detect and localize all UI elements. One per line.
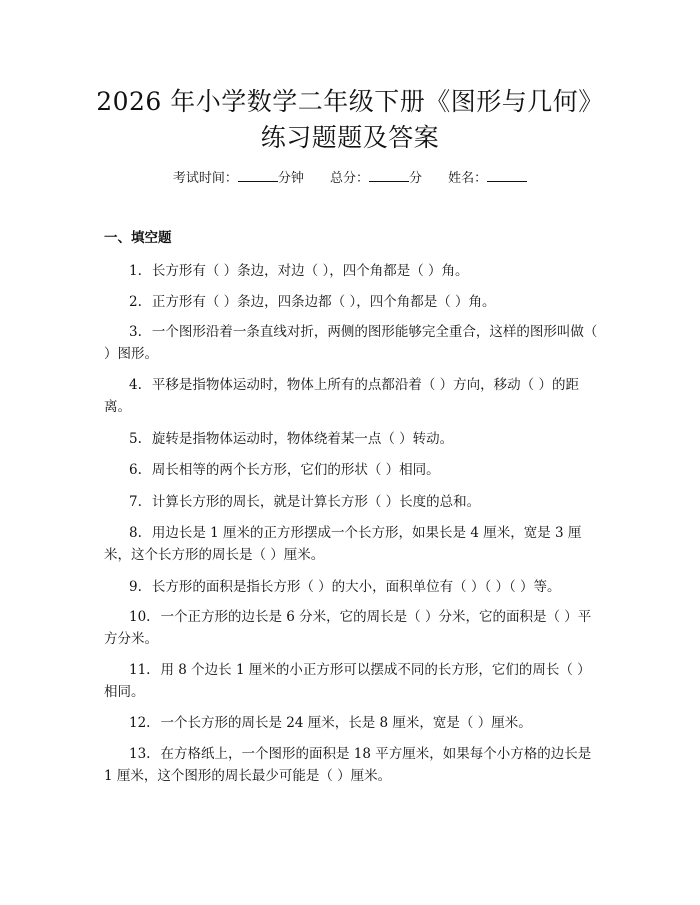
question-item: [104, 491, 600, 513]
question-number: 13.: [129, 746, 151, 762]
question-number: 7.: [129, 494, 142, 510]
total-score-blank[interactable]: [369, 168, 409, 182]
total-score-label: 总分：: [329, 171, 369, 186]
exam-info-row: [0, 168, 700, 189]
student-name-label: 姓名：: [448, 171, 488, 186]
question-text: 旋转是指物体运动时，物体绕着某一点（ ）转动。: [151, 431, 454, 447]
question-text: 周长相等的两个长方形，它们的形状（ ）相同。: [151, 462, 440, 478]
question-text: 一个正方形的边长是 6 分米，它的周长是（ ）分米，它的面积是（ ）平方分米。: [104, 609, 592, 647]
question-item: [104, 522, 600, 566]
section-title-fill-blank: 一、填空题: [104, 230, 172, 246]
question-text: 正方形有（ ）条边，四条边都（ ），四个角都是（ ）角。: [151, 294, 496, 310]
question-text: 一个图形沿着一条直线对折，两侧的图形能够完全重合，这样的图形叫做（ ）图形。: [104, 324, 598, 362]
page-title-line2: 练习题题及答案: [260, 123, 440, 152]
student-name-field: [448, 168, 527, 189]
question-number: 12.: [129, 715, 151, 731]
question-text: 用 8 个边长 1 厘米的小正方形可以摆成不同的长方形，它们的周长（ ）相同。: [104, 662, 591, 700]
question-item: [104, 606, 600, 650]
total-score-unit: 分: [409, 171, 423, 186]
question-number: 9.: [129, 579, 142, 595]
question-number: 10.: [129, 609, 151, 625]
question-text: 计算长方形的周长，就是计算长方形（ ）长度的总和。: [151, 494, 481, 510]
exam-time-blank[interactable]: [238, 168, 278, 182]
question-number: 4.: [129, 377, 142, 393]
question-text: 长方形有（ ）条边，对边（ ），四个角都是（ ）角。: [151, 263, 469, 279]
total-score-field: [330, 168, 422, 189]
question-item: [104, 576, 600, 598]
question-text: 一个长方形的周长是 24 厘米，长是 8 厘米，宽是（ ）厘米。: [160, 715, 532, 731]
exam-time-field: [173, 168, 304, 189]
student-name-blank[interactable]: [487, 168, 527, 182]
question-text: 长方形的面积是指长方形（ ）的大小，面积单位有（ ）（ ）（ ）等。: [151, 579, 561, 595]
question-item: [104, 260, 600, 282]
question-number: 1.: [129, 263, 142, 279]
question-item: [104, 743, 600, 787]
question-number: 5.: [129, 431, 142, 447]
question-number: 6.: [129, 462, 142, 478]
question-item: [104, 291, 600, 313]
question-text: 平移是指物体运动时，物体上所有的点都沿着（ ）方向，移动（ ）的距离。: [104, 377, 579, 415]
question-text: 用边长是 1 厘米的正方形摆成一个长方形，如果长是 4 厘米，宽是 3 厘米，这个长方形的周长是（ ）厘米。: [104, 525, 582, 563]
question-item: [104, 321, 600, 365]
question-number: 3.: [129, 324, 142, 340]
page-title-line1: 2026 年小学数学二年级下册《图形与几何》: [96, 87, 604, 116]
question-item: [104, 712, 600, 734]
exam-time-unit: 分钟: [277, 171, 304, 186]
question-number: 2.: [129, 294, 142, 310]
question-item: [104, 374, 600, 418]
question-text: 在方格纸上，一个图形的面积是 18 平方厘米，如果每个小方格的边长是 1 厘米，这个图形的周长最少可能是（ ）厘米。: [104, 746, 592, 784]
question-number: 11.: [129, 662, 151, 678]
question-item: [104, 428, 600, 450]
question-item: [104, 459, 600, 481]
question-item: [104, 659, 600, 703]
exam-time-label: 考试时间：: [172, 171, 238, 186]
question-number: 8.: [129, 525, 142, 541]
